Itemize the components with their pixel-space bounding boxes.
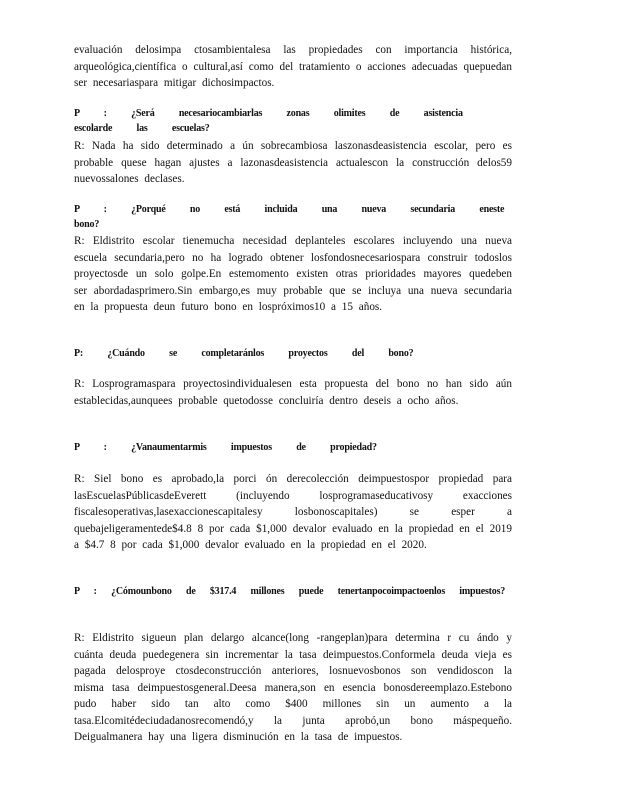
answer-2: R: Eldistrito escolar tienemucha necesidad deplanteles escolares incluyendo una nueva escuela secundaria,pero no ha logrado obtener losfondosnecesariospara construir todoslos proyectosde un solo golpe.En estemomento existen otras prioridades mayores quedeben ser abordadasprimero.Sin embargo,es muy probable que se incluya una nueva secundaria en la propuesta deun futuro bono en lospróximos10 a 15 años.: [74, 235, 512, 313]
question-2: P : ¿Porqué no está incluida una nueva secundaria eneste bono?: [74, 204, 505, 230]
question-3: P: ¿Cuándo se completaránlos proyectos del bono?: [74, 348, 414, 359]
intro-paragraph: evaluación delosimpa ctosambientalesa las propiedades con importancia histórica, arqueológica,científica o cultural,así como del tratamiento o acciones adecuadas quepuedan ser necesariaspara mitigar dichosimpactos.: [74, 44, 512, 89]
answer-3: R: Losprogramaspara proyectosindividualesen esta propuesta del bono no han sido aún establecidas,aunquees probable quetodosse concluiría dentro deseis a ocho años.: [74, 378, 512, 407]
answer-4: R: Siel bono es aprobado,la porci ón derecolección deimpuestospor propiedad para lasEscuelasPúblicasdeEverett (incluyendo losprogramaseducativosy exacciones fiscalesoperativas,lasexaccionescapitalesy losbonoscapitales) se esper a quebajeligeramentede$4.8 8 por cada $1,000 devalor evaluado en la propiedad en el 2019 a $4.7 8 por cada $1,000 devalor evaluado en la propiedad en el 2020.: [74, 473, 512, 551]
question-1: P : ¿Será necesariocambiarlas zonas olimites de asistencia escolarde las escuelas?: [74, 108, 463, 134]
question-4: P : ¿Vanaumentarmis impuestos de propiedad?: [74, 442, 377, 453]
question-5: P : ¿Cómounbono de $317.4 millones puede tenertanpocoimpactoenlos impuestos?: [74, 586, 506, 597]
answer-1: R: Nada ha sido determinado a ún sobrecambiosa laszonasdeasistencia escolar, pero es probable quese hagan ajustes a lazonasdeasistencia actualescon la construcción delos59 nuevossalones declases.: [74, 140, 512, 185]
answer-5: R: Eldistrito sigueun plan delargo alcance(long -rangeplan)para determina r cu ándo y cuánta deuda puedegenera sin incrementar la tasa deimpuestos.Conformela deuda vieja es pagada delosproye ctosdeconstrucción anteriores, losnuevosbonos son vendidoscon la misma tasa deimpuestosgeneral.Deesa manera,son en esencia bonosdereemplazo.Estebono pudo haber sido tan alto como $400 millones sin un aumento a la tasa.Elcomitédeciudadanosrecomendó,y la junta aprobó,un bono máspequeño. Deigualmanera hay una ligera disminución en la tasa de impuestos.: [74, 632, 512, 743]
